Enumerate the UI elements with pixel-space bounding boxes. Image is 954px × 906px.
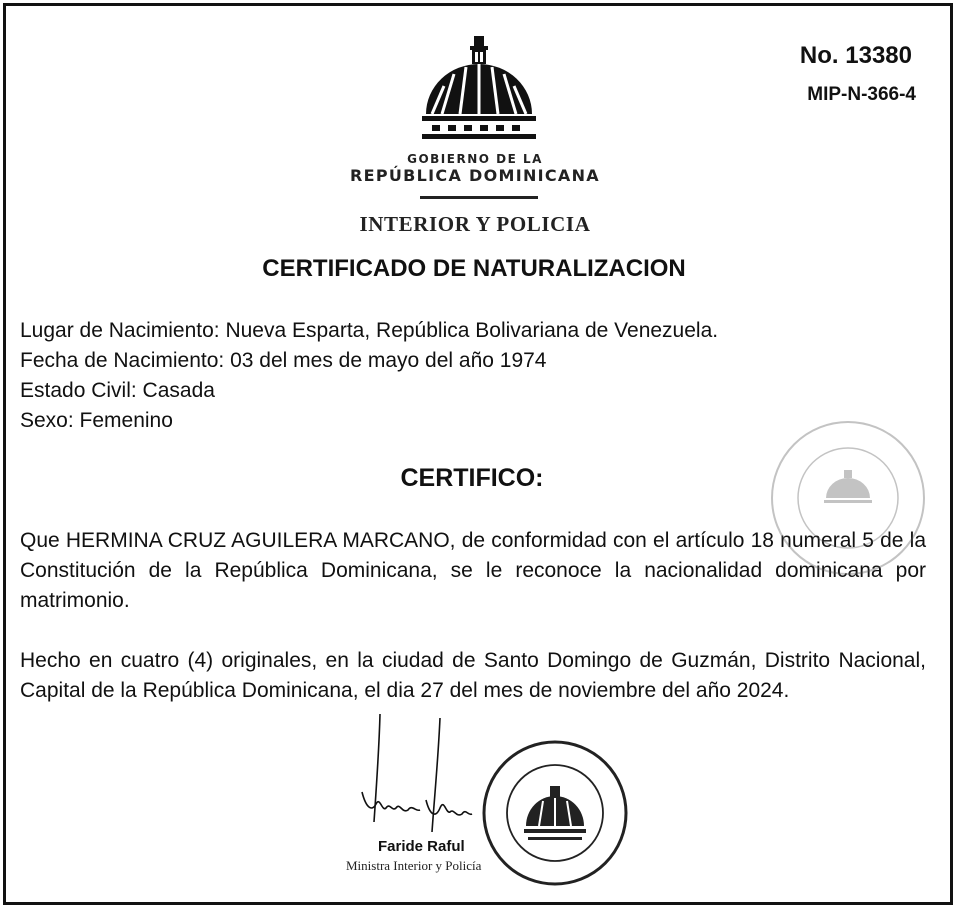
certification-paragraph: Que HERMINA CRUZ AGUILERA MARCANO, de conformidad con el artículo 18 numeral 5 de la Constitución de la República Dominicana, se le reconoce la nacionalidad dominicana por matrimonio. [20,529,926,612]
certificate-number: No. 13380 [799,42,912,69]
birthdate-line: Fecha de Nacimiento: 03 del mes de mayo del año 1974 [20,349,547,372]
signer-title: Ministra Interior y Policía [346,858,482,873]
republic-label: REPÚBLICA DOMINICANA [349,166,600,185]
issuance-paragraph: Hecho en cuatro (4) originales, en la ciudad de Santo Domingo de Guzmán, Distrito Nacional, Capital de la República Dominicana, el dia 27 del mes de noviembre del año 2024. [20,649,926,702]
national-palace-dome-icon [418,34,540,144]
sex-line: Sexo: Femenino [20,409,173,432]
government-label: GOBIERNO DE LA [407,152,543,166]
certifico-heading: CERTIFICO: [400,464,544,492]
certificate-code: MIP-N-366-4 [807,84,916,105]
personal-details [20,316,718,436]
ministry-seal-icon [478,738,632,888]
civil-status-line: Estado Civil: Casada [20,379,215,402]
ministry-name: INTERIOR Y POLICIA [359,212,591,236]
birthplace-line: Lugar de Nacimiento: Nueva Esparta, República Bolivariana de Venezuela. [20,319,719,342]
naturalization-stamp-icon [768,418,928,578]
signer-name: Faride Raful [378,838,465,855]
header-divider [420,196,538,199]
document-title: CERTIFICADO DE NATURALIZACION [262,255,686,282]
